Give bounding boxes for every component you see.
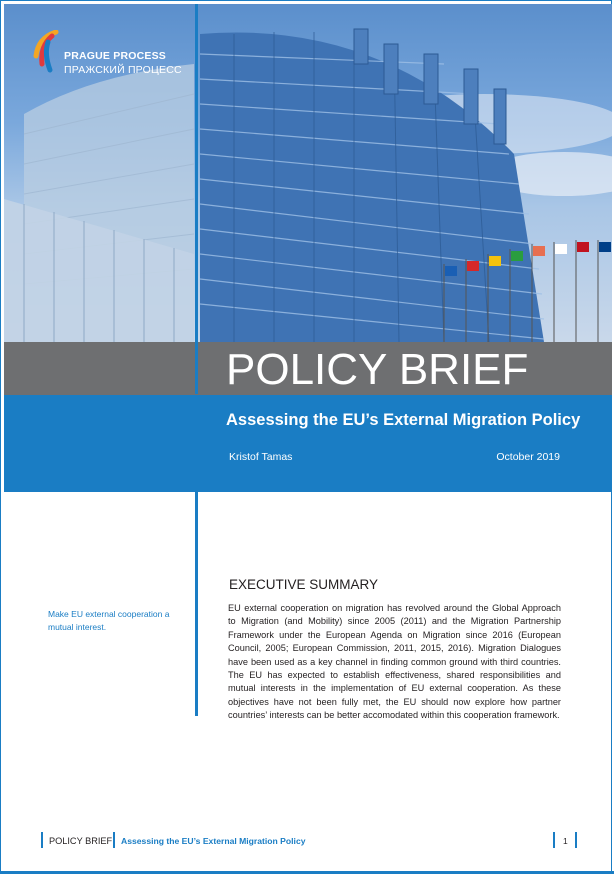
footer-divider (41, 832, 43, 848)
subtitle-band (4, 395, 612, 492)
logo-text-ru: ПРАЖСКИЙ ПРОЦЕСС (64, 64, 182, 76)
footer-divider (113, 832, 115, 848)
document-title: POLICY BRIEF (226, 345, 529, 394)
page-number: 1 (563, 836, 568, 846)
executive-summary-heading: EXECUTIVE SUMMARY (229, 577, 379, 592)
logo-mark-icon (30, 30, 62, 74)
footer-divider (575, 832, 577, 848)
document-subtitle: Assessing the EU’s External Migration Policy (226, 411, 581, 429)
pull-quote: Make EU external cooperation a mutual interest. (48, 609, 170, 632)
footer-divider (553, 832, 555, 848)
footer-label: POLICY BRIEF (49, 836, 113, 846)
vertical-divider-body (195, 492, 198, 716)
logo-text-en: PRAGUE PROCESS (64, 50, 166, 62)
executive-summary-body: EU external cooperation on migration has revolved around the Global Approach to Migration (and Mobility) since 2005 (2011) and the Migration Partnership Framework under the European Agenda on Migration since 2016 (European Council, 2005; European Commission, 2011, 2015, 2016). Migration Dialogues have been used as a key channel in finding common ground with third countries. The EU has expected to establish effectiveness, shared responsibilities and mutual interests in the implementation of EU external cooperation. As these objectives have not been fully met, the EU should now explore how partner countries’ interests can be better accomodated within this cooperation framework. (228, 603, 561, 721)
author: Kristof Tamas (229, 451, 293, 463)
vertical-divider-top (195, 4, 198, 394)
publication-date: October 2019 (496, 451, 560, 463)
footer-title: Assessing the EU’s External Migration Policy (121, 836, 306, 846)
